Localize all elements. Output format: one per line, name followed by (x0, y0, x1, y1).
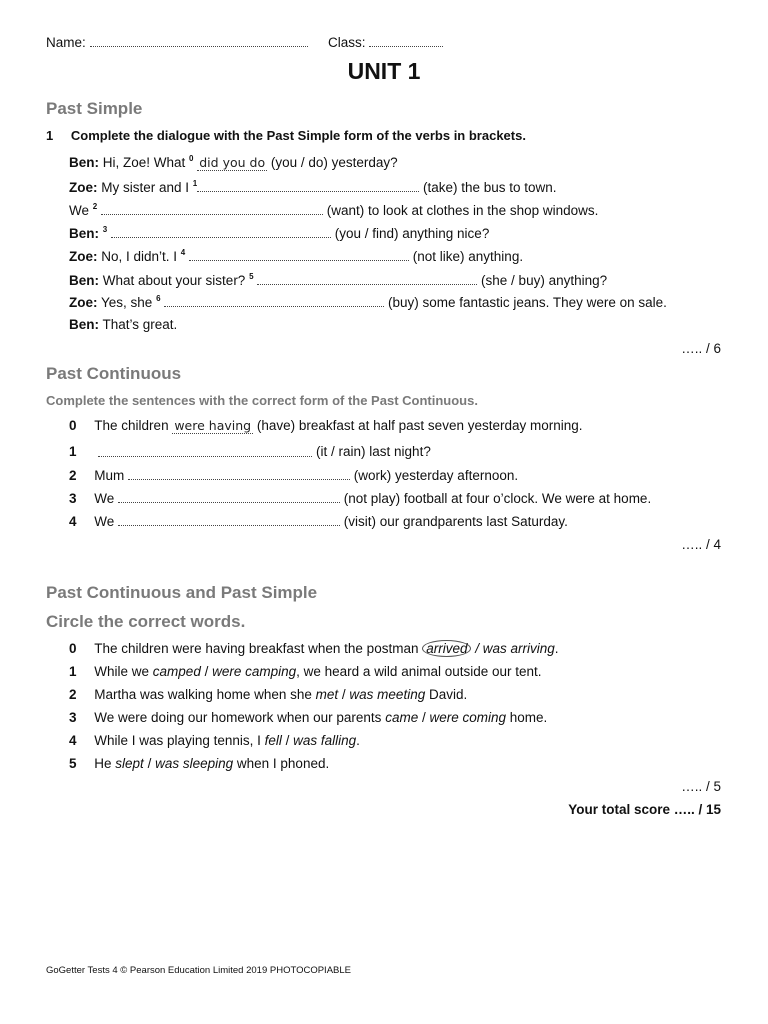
exercise-2-instruction: Complete the sentences with the correct form of the Past Continuous. (46, 393, 478, 408)
option[interactable]: was sleeping (155, 756, 234, 771)
answer-blank[interactable] (101, 202, 323, 215)
option[interactable]: was meeting (349, 687, 426, 702)
item-text: The children were having breakfast when the postman (94, 641, 423, 656)
gap-number: 4 (180, 248, 186, 257)
answer-blank[interactable] (118, 513, 340, 526)
item-text: We were doing our homework when our parents (94, 710, 386, 725)
item-number: 1 (69, 664, 77, 679)
gap-number: 1 (192, 179, 198, 188)
item-text: (not play) football at four o’clock. We were at home. (340, 491, 652, 506)
line-text: What about your sister? (99, 273, 250, 288)
example-answer: were having (174, 418, 252, 433)
answer-blank[interactable] (164, 294, 384, 307)
exercise-number: 1 (46, 128, 54, 143)
name-label: Name: (46, 35, 86, 50)
option[interactable]: slept (115, 756, 144, 771)
speaker: Zoe: (69, 295, 98, 310)
dialogue-line (69, 154, 398, 170)
item-text: (work) yesterday afternoon. (350, 468, 519, 483)
exercise-item (69, 733, 360, 748)
dialogue-line (69, 272, 607, 288)
score-section-1: ….. / 6 (681, 341, 721, 356)
class-blank[interactable] (369, 34, 443, 47)
gap-number: 6 (156, 294, 161, 303)
item-text: . (554, 641, 559, 656)
answer-blank[interactable] (128, 467, 350, 480)
separator: / (471, 641, 483, 656)
dialogue-line (69, 317, 177, 332)
answer-blank[interactable] (98, 444, 312, 457)
line-text: Yes, she (97, 295, 157, 310)
class-label: Class: (328, 35, 366, 50)
section-heading-past-continuous-and-simple: Past Continuous and Past Simple (46, 583, 318, 602)
separator: / (338, 687, 350, 702)
line-text: (want) to look at clothes in the shop windows. (322, 203, 599, 218)
answer-blank[interactable] (118, 490, 340, 503)
speaker: Ben: (69, 273, 99, 288)
speaker: Ben: (69, 317, 99, 332)
item-text: , we heard a wild animal outside our tent. (296, 664, 542, 679)
item-number: 3 (69, 710, 77, 725)
exercise-item (69, 467, 518, 483)
option[interactable]: was arriving (482, 641, 555, 656)
option[interactable]: met (315, 687, 339, 702)
separator: / (200, 664, 213, 679)
item-text: We (94, 514, 119, 529)
instruction-text: Complete the dialogue with the Past Simple form of the verbs in brackets. (70, 128, 526, 143)
speaker: Zoe: (69, 180, 98, 195)
option[interactable]: was falling (293, 733, 357, 748)
score-section-3: ….. / 5 (681, 779, 721, 794)
score-section-2: ….. / 4 (681, 537, 721, 552)
item-number: 0 (69, 418, 77, 433)
item-number: 2 (69, 468, 77, 483)
exercise-item (69, 418, 583, 433)
option[interactable]: came (385, 710, 419, 725)
separator: / (143, 756, 156, 771)
item-text: . (356, 733, 360, 748)
item-text: The children (94, 418, 173, 433)
line-text: (you / do) yesterday? (267, 155, 398, 170)
item-number: 4 (69, 514, 77, 529)
item-text: when I phoned. (233, 756, 330, 771)
gap-number: 0 (189, 154, 194, 163)
section-heading-past-continuous: Past Continuous (46, 364, 182, 383)
answer-blank[interactable] (111, 225, 331, 238)
name-field (46, 34, 308, 50)
line-text: (she / buy) anything? (477, 273, 608, 288)
option[interactable]: were camping (212, 664, 297, 679)
exercise-item (69, 756, 329, 771)
option[interactable]: camped (152, 664, 201, 679)
item-text: While I was playing tennis, I (94, 733, 265, 748)
item-number: 4 (69, 733, 77, 748)
answer-blank[interactable] (189, 248, 409, 261)
section-heading-past-simple: Past Simple (46, 99, 143, 118)
example-answer: did you do (199, 155, 266, 170)
total-score: Your total score ….. / 15 (568, 802, 721, 817)
exercise-item (69, 664, 542, 679)
item-text: home. (506, 710, 548, 725)
item-text: Mum (94, 468, 129, 483)
option[interactable]: fell (264, 733, 282, 748)
answer-blank[interactable] (197, 179, 419, 192)
item-text: David. (425, 687, 468, 702)
item-text: He (94, 756, 116, 771)
line-text: (not like) anything. (409, 249, 524, 264)
item-number: 3 (69, 491, 77, 506)
separator: / (418, 710, 430, 725)
line-text: No, I didn’t. I (97, 249, 181, 264)
exercise-item (69, 710, 547, 725)
speaker: Ben: (69, 226, 99, 241)
exercise-item (69, 641, 559, 656)
item-number: 1 (69, 444, 77, 459)
exercise-item (69, 687, 467, 702)
speaker: Zoe: (69, 249, 98, 264)
line-text: (you / find) anything nice? (330, 226, 490, 241)
footer-copyright: GoGetter Tests 4 © Pearson Education Limited 2019 PHOTOCOPIABLE (46, 965, 351, 976)
exercise-item (69, 513, 568, 529)
exercise-1-instruction (46, 128, 526, 143)
exercise-3-instruction: Circle the correct words. (46, 612, 246, 631)
line-text: That’s great. (99, 317, 178, 332)
item-number: 2 (69, 687, 77, 702)
dialogue-line (69, 294, 667, 310)
item-text: (it / rain) last night? (312, 444, 431, 459)
dialogue-line (69, 225, 489, 241)
item-number: 0 (69, 641, 77, 656)
dialogue-line (69, 179, 557, 195)
line-text: Hi, Zoe! What (99, 155, 190, 170)
answer-blank[interactable] (257, 272, 477, 285)
speaker: Ben: (69, 155, 99, 170)
line-text: (buy) some fantastic jeans. They were on sale. (384, 295, 667, 310)
gap-number: 5 (249, 272, 254, 281)
dialogue-line (69, 202, 598, 218)
line-text: We (69, 203, 93, 218)
dialogue-line (69, 248, 523, 264)
option[interactable]: were coming (429, 710, 506, 725)
exercise-item (69, 490, 651, 506)
line-text: (take) the bus to town. (419, 180, 557, 195)
item-number: 5 (69, 756, 77, 771)
class-field (328, 34, 443, 50)
item-text: (have) breakfast at half past seven yesterday morning. (253, 418, 583, 433)
unit-title: UNIT 1 (347, 58, 421, 84)
item-text: We (94, 491, 119, 506)
name-blank[interactable] (90, 34, 308, 47)
exercise-item (69, 444, 431, 459)
item-text: (visit) our grandparents last Saturday. (340, 514, 568, 529)
line-text: My sister and I (97, 180, 193, 195)
separator: / (281, 733, 294, 748)
item-text: Martha was walking home when she (94, 687, 316, 702)
item-text: While we (94, 664, 153, 679)
circled-option[interactable]: arrived (422, 640, 471, 657)
gap-number: 2 (92, 202, 98, 211)
gap-number: 3 (102, 225, 108, 234)
